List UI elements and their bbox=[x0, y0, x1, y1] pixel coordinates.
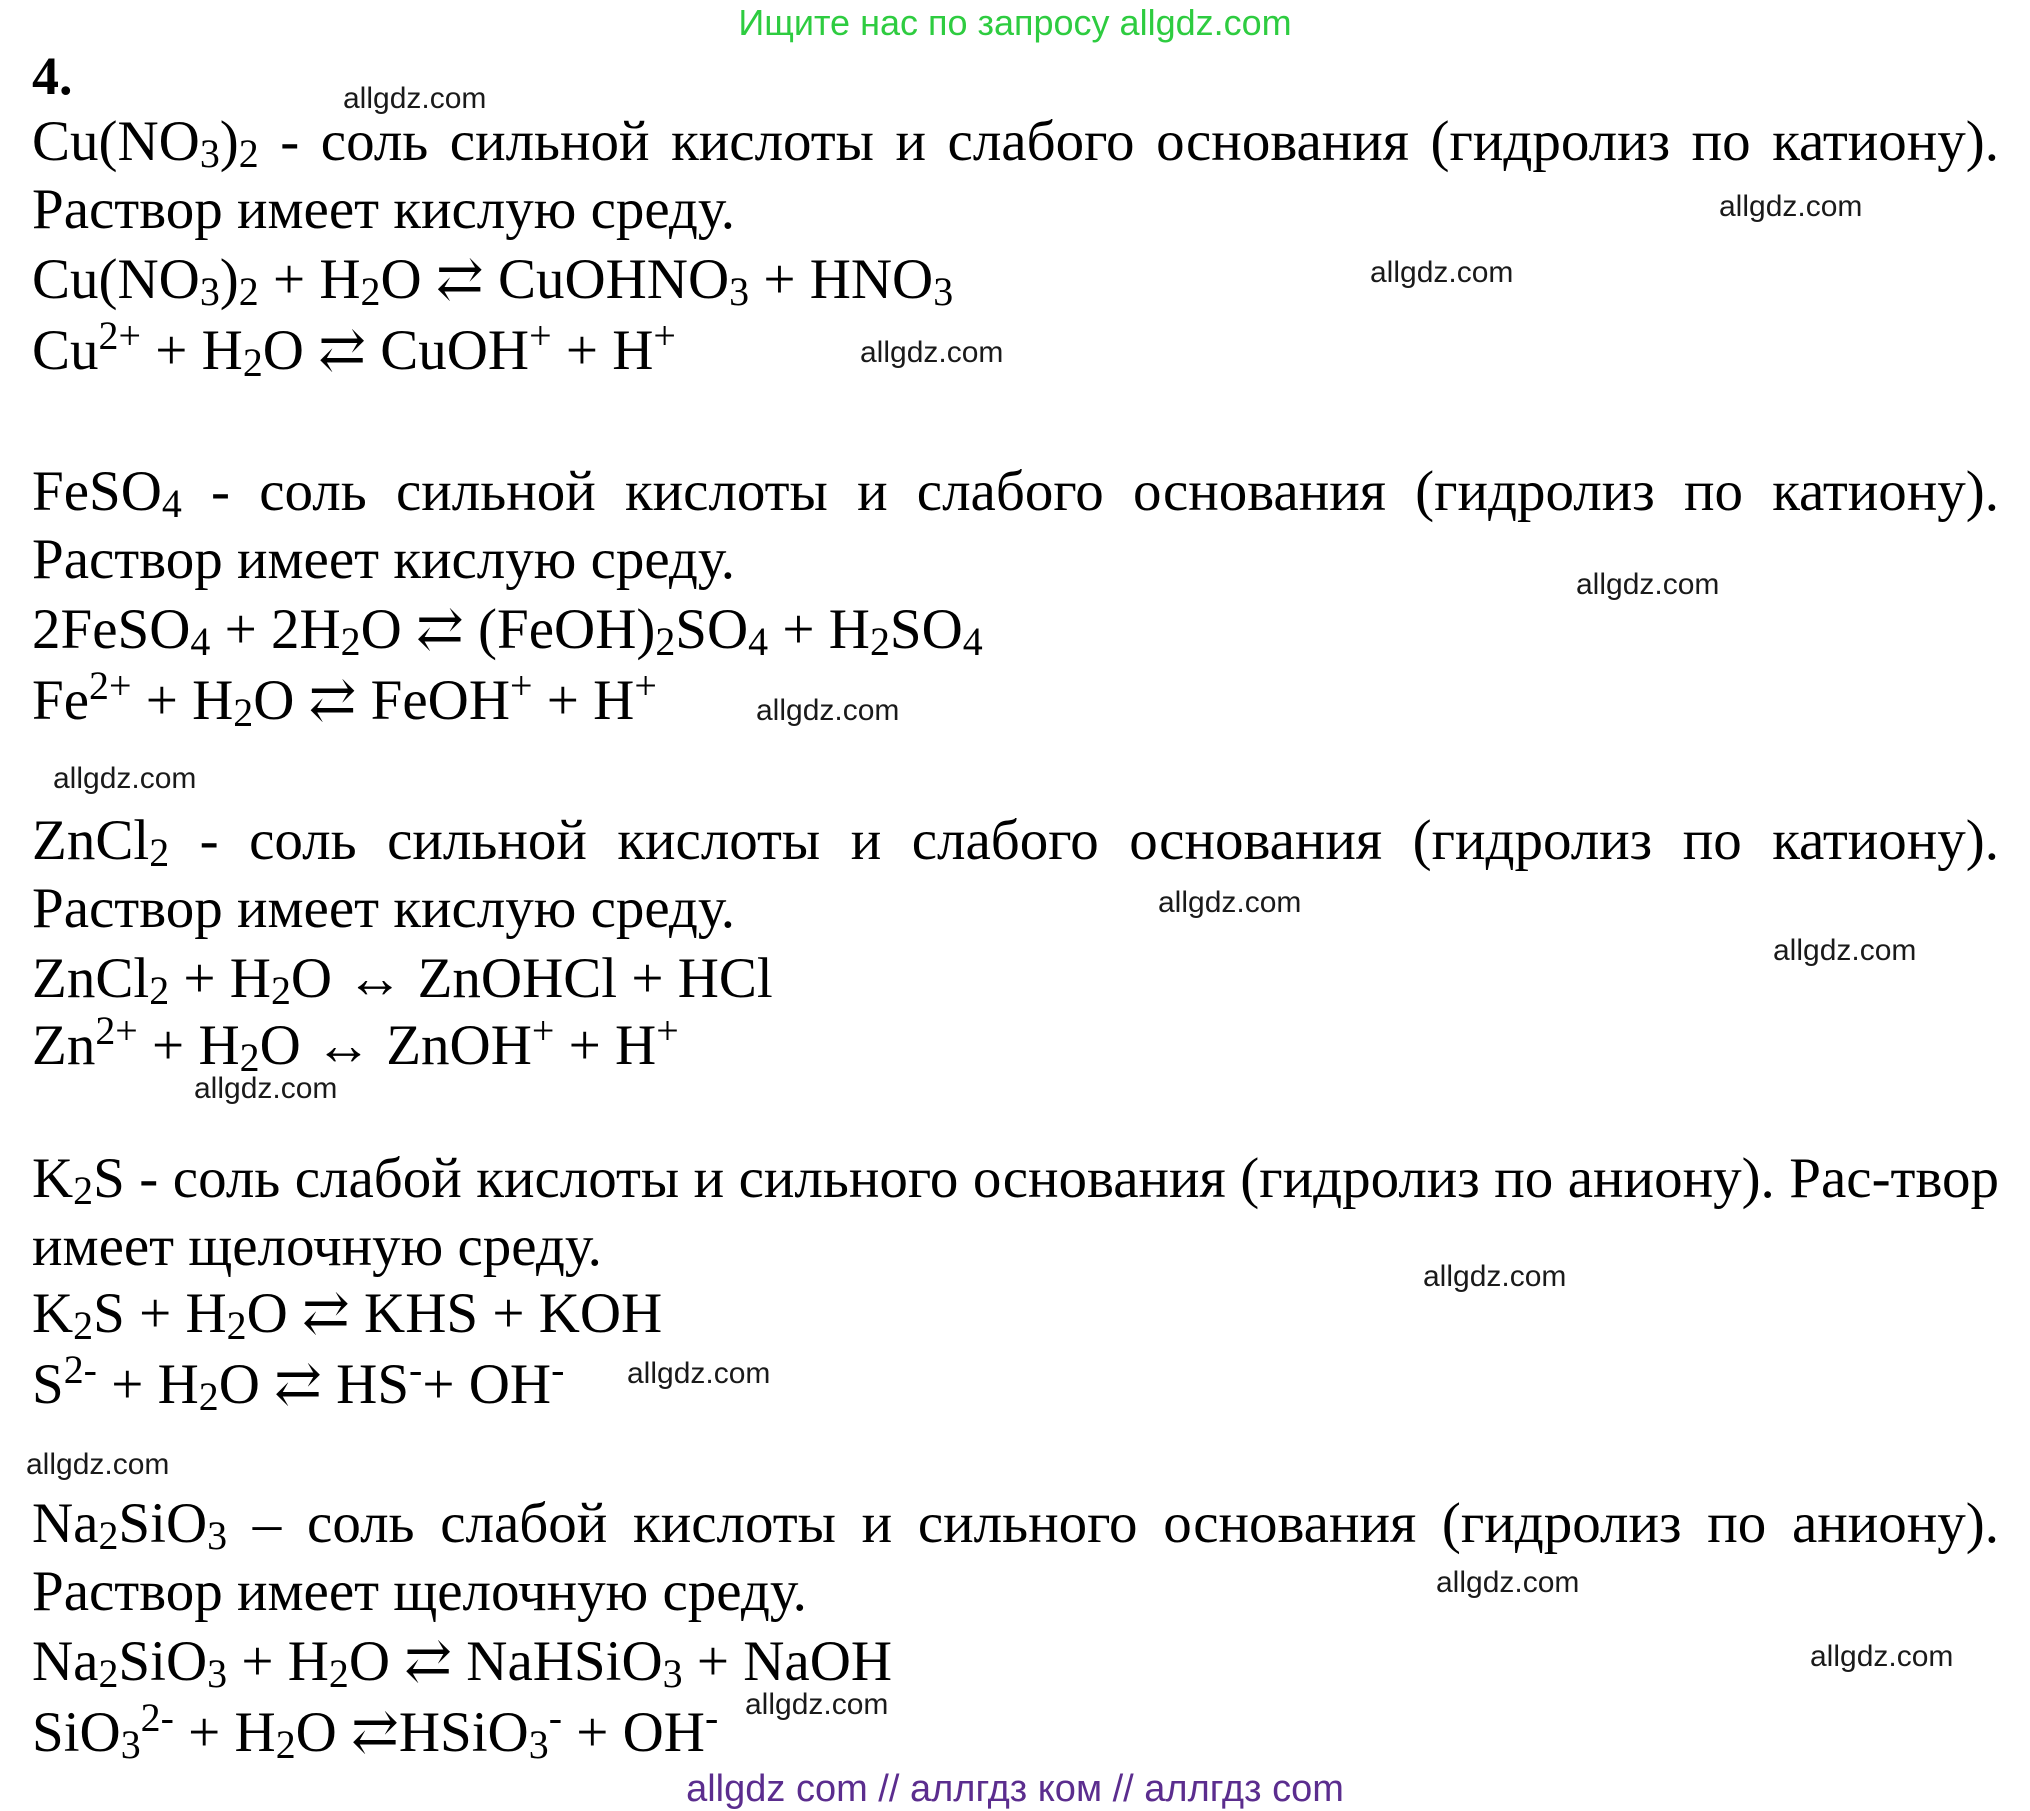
salt-formula: $K_2S$ bbox=[32, 1147, 125, 1214]
salt-description-text: – соль слабой кислоты и сильного основания (гидролиз по аниону). Раствор имеет щелочную среду. bbox=[32, 1492, 1999, 1623]
salt-description-text: - соль сильной кислоты и слабого основания (гидролиз по катиону). Раствор имеет кислую среду. bbox=[32, 110, 1999, 241]
site-banner[interactable]: Ищите нас по запросу allgdz.com bbox=[738, 2, 1292, 43]
ionic-equation-5: $SiO_3^{2-} + H_2O$ ⇄HSiO$_3$- + OH- bbox=[32, 1695, 719, 1768]
equilibrium-arrow-icon: ⇄ bbox=[308, 669, 357, 732]
watermark: allgdz.com bbox=[194, 1072, 338, 1105]
watermark: allgdz.com bbox=[1773, 934, 1917, 967]
double-arrow-icon: ↔ bbox=[314, 1014, 372, 1077]
watermark: allgdz.com bbox=[1370, 256, 1514, 289]
watermark: allgdz.com bbox=[1423, 1260, 1567, 1293]
watermark: allgdz.com bbox=[1158, 886, 1302, 919]
ionic-equation-1: $Cu^{2+} + H_2O$ ⇄ CuOH+ + H+ bbox=[32, 313, 676, 386]
salt-description-3 bbox=[32, 807, 1999, 943]
watermark: allgdz.com bbox=[1719, 190, 1863, 223]
salt-description-text: - соль сильной кислоты и слабого основания (гидролиз по катиону). Раствор имеет кислую среду. bbox=[32, 460, 1999, 591]
molecular-equation-2: 2FeSO$_4$ + $2H_2O$ ⇄ $(FeOH)_2SO_4 + H_2SO_4$ bbox=[32, 598, 983, 665]
equilibrium-arrow-icon: ⇄ bbox=[435, 248, 484, 311]
salt-description-2 bbox=[32, 458, 1999, 594]
watermark: allgdz.com bbox=[745, 1688, 889, 1721]
watermark: allgdz.com bbox=[1576, 568, 1720, 601]
double-arrow-icon: ↔ bbox=[346, 947, 404, 1010]
equilibrium-arrow-icon: ⇄ bbox=[302, 1282, 350, 1345]
ionic-equation-3: $Zn^{2+} + H_2O$ ↔ ZnOH+ + H+ bbox=[32, 1008, 679, 1081]
ionic-equation-2: $Fe^{2+} + H_2O$ ⇄ FeOH+ + H+ bbox=[32, 663, 657, 736]
equilibrium-arrow-icon: ⇄ bbox=[318, 319, 366, 382]
salt-formula: FeSO$_4$ bbox=[32, 460, 182, 527]
watermark: allgdz.com bbox=[756, 694, 900, 727]
site-footer-links[interactable]: allgdz com // аллгдз ком // аллгдз com bbox=[686, 1768, 1344, 1810]
watermark: allgdz.com bbox=[26, 1448, 170, 1481]
salt-description-5 bbox=[32, 1490, 1999, 1626]
ionic-equation-4: $S^{2-} + H_2O$ ⇄ HS-+ OH- bbox=[32, 1347, 565, 1420]
molecular-equation-4: $K_2S + H_2O$ ⇄ KHS + KOH bbox=[32, 1282, 663, 1349]
equilibrium-arrow-icon: ⇄ bbox=[416, 598, 464, 661]
watermark: allgdz.com bbox=[343, 82, 487, 115]
salt-formula: ZnCl$_2$ bbox=[32, 809, 170, 876]
equilibrium-arrow-icon: ⇄ bbox=[274, 1353, 322, 1416]
molecular-equation-1: $Cu(NO_3)_2 + H_2O$ ⇄ CuOHNO$_3$ + $HNO_3$ bbox=[32, 248, 954, 315]
salt-description-text: - соль сильной кислоты и слабого основания (гидролиз по катиону). Раствор имеет кислую среду. bbox=[32, 809, 1999, 940]
watermark: allgdz.com bbox=[860, 336, 1004, 369]
equilibrium-arrow-icon: ⇄ bbox=[404, 1630, 453, 1693]
salt-description-1 bbox=[32, 108, 1999, 244]
watermark: allgdz.com bbox=[53, 762, 197, 795]
salt-formula: $Cu(NO_3)_2$ bbox=[32, 110, 259, 177]
equilibrium-arrow-icon: ⇄ bbox=[351, 1701, 399, 1764]
watermark: allgdz.com bbox=[1436, 1566, 1580, 1599]
watermark: allgdz.com bbox=[1810, 1640, 1954, 1673]
molecular-equation-5: $Na_2SiO_3 + H_2O$ ⇄ NaHSiO$_3$ + NaOH bbox=[32, 1630, 893, 1697]
watermark: allgdz.com bbox=[627, 1357, 771, 1390]
salt-formula: $Na_2SiO_3$ bbox=[32, 1492, 228, 1559]
salt-description-4 bbox=[32, 1145, 1999, 1281]
molecular-equation-3: ZnCl$_2$ + $H_2O$ ↔ ZnOHCl + HCl bbox=[32, 947, 773, 1014]
salt-description-text: - соль слабой кислоты и сильного основания (гидролиз по аниону). Рас-твор имеет щелочную среду. bbox=[32, 1147, 1999, 1278]
task-number: 4. bbox=[32, 46, 73, 106]
